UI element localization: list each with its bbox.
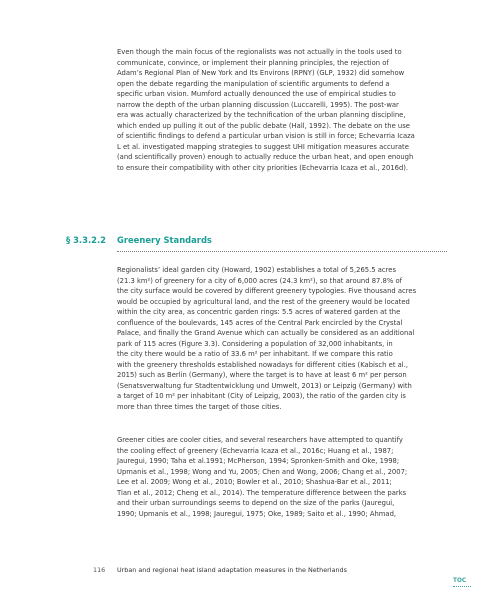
text-line: Jauregui, 1990; Taha et al.1991; McPherson, 1994; Spronken-Smith and Oke, 1998; xyxy=(117,457,400,465)
section-title: Greenery Standards xyxy=(117,235,212,245)
toc-label: TOC xyxy=(453,578,467,584)
text-line: Tian et al., 2012; Cheng et al., 2014). The temperature difference between the parks xyxy=(117,488,407,497)
text-line: park of 115 acres (Figure 3.3). Considering a population of 32,000 inhabitants, in xyxy=(117,339,393,348)
text-line: Upmanis et al., 1998; Wong and Yu, 2005; Chen and Wong, 2006; Chang et al., 2007; xyxy=(117,467,408,476)
page-footer xyxy=(66,566,447,578)
text-line: open the debate regarding the manipulation of scientific arguments to defend a xyxy=(117,79,390,88)
text-line: specific urban vision. Mumford actually denounced the use of empirical studies to xyxy=(117,90,396,98)
body-paragraph-2 xyxy=(117,265,447,412)
text-line: would be occupied by agricultural land, and the rest of the greenery would be located xyxy=(117,297,410,306)
text-line: Adam’s Regional Plan of New York and Its Environs (RPNY) (GLP, 1932) did somehow xyxy=(117,69,405,77)
text-line: Palace, and finally the Grand Avenue which can actually be considered as an additional xyxy=(117,329,415,337)
text-line: a target of 10 m² per inhabitant (City of Leipzig, 2003), the ratio of the garden city is xyxy=(117,392,406,400)
toc-link[interactable] xyxy=(452,578,474,594)
text-line: Regionalists’ ideal garden city (Howard, 1902) establishes a total of 5,265.5 acres xyxy=(117,266,397,274)
text-line: (Senatsverwaltung fur Stadtentwicklung und Umwelt, 2013) or Leipzig (Germany) with xyxy=(117,381,412,390)
text-line: which ended up pulling it out of the public debate (Hall, 1992). The debate on the use xyxy=(117,121,410,130)
text-line: communicate, convince, or implement their planning principles, the rejection of xyxy=(117,58,389,67)
section-heading xyxy=(66,235,447,255)
text-line: (21.3 km²) of greenery for a city of 6,000 acres (24.3 km²), so that around 87.8% of xyxy=(117,276,402,285)
text-line: within the city area, as concentric garden rings: 5.5 acres of watered garden at the xyxy=(117,308,401,316)
section-number: § 3.3.2.2 xyxy=(66,235,106,245)
text-line: L et al. investigated mapping strategies to suggest UHI mitigation measures accurate xyxy=(117,142,409,151)
page-number: 116 xyxy=(93,566,106,574)
text-line: the cooling effect of greenery (Echevarria Icaza et al., 2016c; Huang et al., 1987; xyxy=(117,446,394,455)
body-paragraph-3 xyxy=(117,435,447,519)
text-line: Even though the main focus of the regionalists was not actually in the tools used to xyxy=(117,48,402,56)
section-divider xyxy=(117,251,447,252)
text-line: the city surface would be covered by different greenery typologies. Five thousand acres xyxy=(117,287,417,295)
text-line: Lee et al. 2009; Wong et al., 2010; Bowler et al., 2010; Shashua-Bar et al., 2011; xyxy=(117,478,392,486)
text-line: of scientific findings to defend a particular urban vision is still in force; Echevarria Icaza xyxy=(117,132,415,140)
body-paragraph-1 xyxy=(117,47,447,173)
text-line: confluence of the boulevards, 145 acres of the Central Park encircled by the Crystal xyxy=(117,318,403,327)
text-line: (and scientifically proven) enough to actually reduce the urban heat, and open enough xyxy=(117,153,414,161)
toc-dots xyxy=(453,586,471,587)
text-line: era was actually characterized by the technification of the urban planning discipline, xyxy=(117,111,406,119)
text-line: 1990; Upmanis et al., 1998; Jauregui, 1975; Oke, 1989; Saito et al., 1990; Ahmad, xyxy=(117,509,397,518)
running-title: Urban and regional heat island adaptation measures in the Netherlands xyxy=(117,566,347,574)
text-line: narrow the depth of the urban planning discussion (Luccarelli, 1995). The post-war xyxy=(117,100,399,109)
text-line: to ensure their compatibility with other city priorities (Echevarria Icaza et al., 2016d). xyxy=(117,163,409,172)
text-line: the city there would be a ratio of 33.6 m² per inhabitant. If we compare this ratio xyxy=(117,350,393,358)
text-line: more than three times the target of those cities. xyxy=(117,402,282,411)
text-line: with the greenery thresholds established nowadays for different cities (Kabisch et al., xyxy=(117,360,409,369)
text-line: Greener cities are cooler cities, and several researchers have attempted to quantify xyxy=(117,436,403,444)
text-line: 2015) such as Berlin (Germany), where the target is to have at least 6 m² per person xyxy=(117,371,407,379)
text-line: and their urban surroundings seems to depend on the size of the parks (Jauregui, xyxy=(117,499,395,507)
